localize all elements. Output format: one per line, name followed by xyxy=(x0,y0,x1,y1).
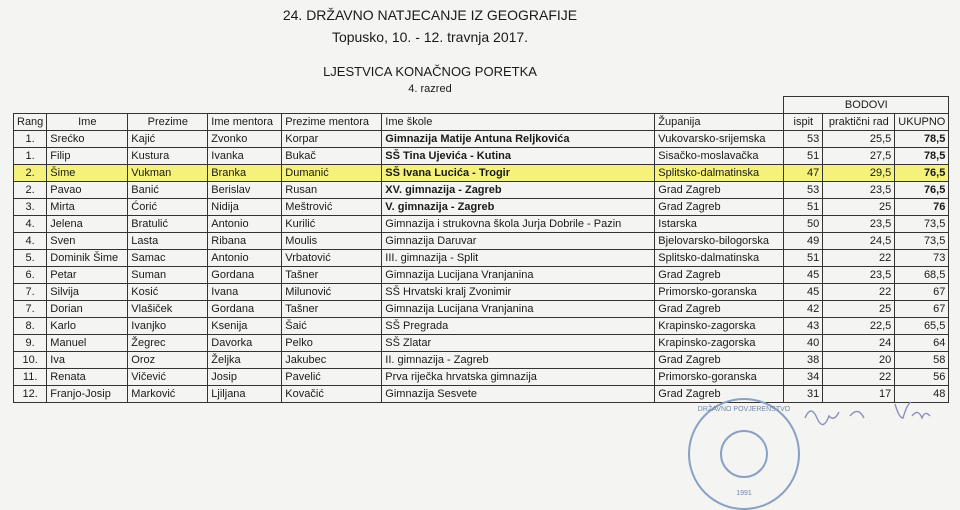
cell-practical-points: 24,5 xyxy=(823,233,895,250)
competition-title: 24. DRŽAVNO NATJECANJE IZ GEOGRAFIJE xyxy=(282,7,578,23)
cell-total-points: 67 xyxy=(895,284,949,301)
cell-practical-points: 20 xyxy=(823,352,895,369)
cell-county: Vukovarsko-srijemska xyxy=(655,131,784,148)
cell-first-name: Manuel xyxy=(47,335,128,352)
cell-school: SŠ Pregrada xyxy=(382,318,655,335)
cell-exam-points: 49 xyxy=(784,233,823,250)
cell-mentor-last-name: Bukač xyxy=(282,148,382,165)
stamp-coat-of-arms xyxy=(720,430,768,478)
table-row xyxy=(14,369,949,386)
cell-mentor-last-name: Kovačić xyxy=(282,386,382,403)
cell-mentor-last-name: Pelko xyxy=(282,335,382,352)
cell-mentor-last-name: Meštrović xyxy=(282,199,382,216)
cell-mentor-last-name: Tašner xyxy=(282,267,382,284)
cell-county: Splitsko-dalmatinska xyxy=(655,165,784,182)
cell-mentor-last-name: Šaić xyxy=(282,318,382,335)
cell-county: Grad Zagreb xyxy=(655,386,784,403)
col-header: UKUPNO xyxy=(895,114,949,131)
cell-school: Prva riječka hrvatska gimnazija xyxy=(382,369,655,386)
cell-mentor-first-name: Josip xyxy=(208,369,282,386)
cell-total-points: 67 xyxy=(895,301,949,318)
cell-exam-points: 51 xyxy=(784,199,823,216)
cell-school: Gimnazija Lucijana Vranjanina xyxy=(382,301,655,318)
col-header: Ime škole xyxy=(382,114,655,131)
table-row xyxy=(14,131,949,148)
cell-practical-points: 23,5 xyxy=(823,182,895,199)
cell-first-name: Sven xyxy=(47,233,128,250)
cell-mentor-first-name: Branka xyxy=(208,165,282,182)
col-header: Prezime mentora xyxy=(282,114,382,131)
col-header: Ime mentora xyxy=(208,114,282,131)
cell-first-name: Dorian xyxy=(47,301,128,318)
cell-mentor-last-name: Korpar xyxy=(282,131,382,148)
table-row xyxy=(14,301,949,318)
cell-last-name: Samac xyxy=(128,250,208,267)
cell-county: Grad Zagreb xyxy=(655,267,784,284)
cell-school: SŠ Hrvatski kralj Zvonimir xyxy=(382,284,655,301)
cell-exam-points: 40 xyxy=(784,335,823,352)
cell-mentor-first-name: Antonio xyxy=(208,216,282,233)
cell-practical-points: 29,5 xyxy=(823,165,895,182)
table-row xyxy=(14,352,949,369)
cell-exam-points: 53 xyxy=(784,131,823,148)
cell-school: V. gimnazija - Zagreb xyxy=(382,199,655,216)
cell-last-name: Vičević xyxy=(128,369,208,386)
cell-mentor-first-name: Ivana xyxy=(208,284,282,301)
table-row xyxy=(14,199,949,216)
cell-school: Gimnazija Sesvete xyxy=(382,386,655,403)
cell-school: Gimnazija i strukovna škola Jurja Dobrile - Pazin xyxy=(382,216,655,233)
cell-first-name: Silvija xyxy=(47,284,128,301)
cell-exam-points: 45 xyxy=(784,284,823,301)
cell-practical-points: 24 xyxy=(823,335,895,352)
cell-exam-points: 31 xyxy=(784,386,823,403)
cell-mentor-last-name: Kurilić xyxy=(282,216,382,233)
cell-county: Krapinsko-zagorska xyxy=(655,335,784,352)
cell-mentor-first-name: Ljiljana xyxy=(208,386,282,403)
cell-first-name: Franjo-Josip xyxy=(47,386,128,403)
table-row xyxy=(14,233,949,250)
cell-total-points: 58 xyxy=(895,352,949,369)
col-header: Prezime xyxy=(128,114,208,131)
cell-county: Grad Zagreb xyxy=(655,352,784,369)
table-row xyxy=(14,216,949,233)
cell-mentor-first-name: Davorka xyxy=(208,335,282,352)
cell-mentor-last-name: Tašner xyxy=(282,301,382,318)
col-header: Županija xyxy=(655,114,784,131)
cell-last-name: Lasta xyxy=(128,233,208,250)
cell-first-name: Filip xyxy=(47,148,128,165)
cell-exam-points: 51 xyxy=(784,148,823,165)
cell-first-name: Šime xyxy=(47,165,128,182)
table-row xyxy=(14,318,949,335)
cell-exam-points: 51 xyxy=(784,250,823,267)
cell-school: II. gimnazija - Zagreb xyxy=(382,352,655,369)
cell-practical-points: 25 xyxy=(823,301,895,318)
cell-first-name: Srećko xyxy=(47,131,128,148)
cell-last-name: Vukman xyxy=(128,165,208,182)
cell-total-points: 68,5 xyxy=(895,267,949,284)
list-title: LJESTVICA KONAČNOG PORETKA xyxy=(323,64,537,79)
cell-rank: 6. xyxy=(14,267,47,284)
col-header: praktični rad xyxy=(823,114,895,131)
cell-rank: 4. xyxy=(14,233,47,250)
cell-county: Grad Zagreb xyxy=(655,301,784,318)
col-header: Rang xyxy=(14,114,47,131)
cell-county: Primorsko-goranska xyxy=(655,369,784,386)
cell-practical-points: 23,5 xyxy=(823,216,895,233)
cell-rank: 7. xyxy=(14,284,47,301)
cell-first-name: Mirta xyxy=(47,199,128,216)
cell-mentor-first-name: Ksenija xyxy=(208,318,282,335)
cell-last-name: Kajić xyxy=(128,131,208,148)
cell-exam-points: 47 xyxy=(784,165,823,182)
stamp-text: DRŽAVNO POVJERENSTVO xyxy=(697,406,791,413)
stamp-year: 1991 xyxy=(736,490,752,497)
cell-last-name: Žegrec xyxy=(128,335,208,352)
cell-rank: 2. xyxy=(14,182,47,199)
cell-last-name: Suman xyxy=(128,267,208,284)
cell-first-name: Pavao xyxy=(47,182,128,199)
cell-total-points: 78,5 xyxy=(895,131,949,148)
cell-rank: 1. xyxy=(14,131,47,148)
cell-rank: 9. xyxy=(14,335,47,352)
cell-county: Primorsko-goranska xyxy=(655,284,784,301)
cell-school: Gimnazija Matije Antuna Reljkovića xyxy=(382,131,655,148)
table-row xyxy=(14,148,949,165)
cell-school: SŠ Tina Ujevića - Kutina xyxy=(382,148,655,165)
cell-mentor-first-name: Zvonko xyxy=(208,131,282,148)
cell-total-points: 76 xyxy=(895,199,949,216)
cell-school: Gimnazija Lucijana Vranjanina xyxy=(382,267,655,284)
cell-total-points: 73,5 xyxy=(895,216,949,233)
cell-last-name: Kosić xyxy=(128,284,208,301)
cell-county: Grad Zagreb xyxy=(655,182,784,199)
cell-school: III. gimnazija - Split xyxy=(382,250,655,267)
cell-rank: 2. xyxy=(14,165,47,182)
cell-practical-points: 17 xyxy=(823,386,895,403)
cell-mentor-last-name: Pavelić xyxy=(282,369,382,386)
cell-county: Bjelovarsko-bilogorska xyxy=(655,233,784,250)
signature xyxy=(800,398,940,428)
cell-county: Sisačko-moslavačka xyxy=(655,148,784,165)
cell-total-points: 64 xyxy=(895,335,949,352)
cell-mentor-first-name: Gordana xyxy=(208,301,282,318)
cell-rank: 10. xyxy=(14,352,47,369)
table-row xyxy=(14,284,949,301)
cell-practical-points: 22 xyxy=(823,369,895,386)
cell-rank: 3. xyxy=(14,199,47,216)
cell-school: Gimnazija Daruvar xyxy=(382,233,655,250)
cell-practical-points: 22 xyxy=(823,284,895,301)
cell-total-points: 56 xyxy=(895,369,949,386)
cell-total-points: 73 xyxy=(895,250,949,267)
cell-school: SŠ Ivana Lucića - Trogir xyxy=(382,165,655,182)
cell-mentor-last-name: Vrbatović xyxy=(282,250,382,267)
cell-total-points: 78,5 xyxy=(895,148,949,165)
cell-county: Istarska xyxy=(655,216,784,233)
results-table xyxy=(13,96,949,403)
cell-last-name: Bratulić xyxy=(128,216,208,233)
cell-rank: 12. xyxy=(14,386,47,403)
place-date: Topusko, 10. - 12. travnja 2017. xyxy=(331,29,529,45)
cell-practical-points: 23,5 xyxy=(823,267,895,284)
cell-school: XV. gimnazija - Zagreb xyxy=(382,182,655,199)
cell-total-points: 76,5 xyxy=(895,182,949,199)
cell-school: SŠ Zlatar xyxy=(382,335,655,352)
table-row xyxy=(14,250,949,267)
cell-mentor-last-name: Jakubec xyxy=(282,352,382,369)
table-row xyxy=(14,165,949,182)
cell-last-name: Oroz xyxy=(128,352,208,369)
cell-mentor-first-name: Berislav xyxy=(208,182,282,199)
cell-last-name: Ćorić xyxy=(128,199,208,216)
cell-rank: 11. xyxy=(14,369,47,386)
cell-first-name: Jelena xyxy=(47,216,128,233)
cell-first-name: Karlo xyxy=(47,318,128,335)
column-header-row xyxy=(14,114,949,131)
cell-county: Splitsko-dalmatinska xyxy=(655,250,784,267)
cell-mentor-last-name: Milunović xyxy=(282,284,382,301)
cell-exam-points: 34 xyxy=(784,369,823,386)
cell-mentor-last-name: Dumanić xyxy=(282,165,382,182)
cell-first-name: Dominik Šime xyxy=(47,250,128,267)
col-header: Ime xyxy=(47,114,128,131)
cell-total-points: 76,5 xyxy=(895,165,949,182)
cell-exam-points: 50 xyxy=(784,216,823,233)
cell-mentor-first-name: Ivanka xyxy=(208,148,282,165)
cell-exam-points: 53 xyxy=(784,182,823,199)
cell-rank: 7. xyxy=(14,301,47,318)
cell-practical-points: 22 xyxy=(823,250,895,267)
cell-total-points: 48 xyxy=(895,386,949,403)
group-header-row xyxy=(14,97,949,114)
cell-practical-points: 25,5 xyxy=(823,131,895,148)
cell-mentor-last-name: Rusan xyxy=(282,182,382,199)
cell-practical-points: 22,5 xyxy=(823,318,895,335)
cell-last-name: Banić xyxy=(128,182,208,199)
table-row xyxy=(14,267,949,284)
cell-first-name: Renata xyxy=(47,369,128,386)
cell-practical-points: 27,5 xyxy=(823,148,895,165)
cell-mentor-first-name: Željka xyxy=(208,352,282,369)
grade-label: 4. razred xyxy=(408,83,452,95)
cell-practical-points: 25 xyxy=(823,199,895,216)
cell-total-points: 65,5 xyxy=(895,318,949,335)
cell-mentor-last-name: Moulis xyxy=(282,233,382,250)
cell-mentor-first-name: Ribana xyxy=(208,233,282,250)
cell-exam-points: 45 xyxy=(784,267,823,284)
cell-rank: 4. xyxy=(14,216,47,233)
cell-last-name: Vlašiček xyxy=(128,301,208,318)
cell-total-points: 73,5 xyxy=(895,233,949,250)
cell-exam-points: 43 xyxy=(784,318,823,335)
cell-first-name: Petar xyxy=(47,267,128,284)
cell-mentor-first-name: Antonio xyxy=(208,250,282,267)
col-header: ispit xyxy=(784,114,823,131)
cell-first-name: Iva xyxy=(47,352,128,369)
bodovi-header: BODOVI xyxy=(784,97,949,114)
table-row xyxy=(14,182,949,199)
cell-last-name: Marković xyxy=(128,386,208,403)
cell-rank: 8. xyxy=(14,318,47,335)
cell-mentor-first-name: Nidija xyxy=(208,199,282,216)
cell-last-name: Kustura xyxy=(128,148,208,165)
cell-exam-points: 42 xyxy=(784,301,823,318)
cell-rank: 1. xyxy=(14,148,47,165)
official-stamp xyxy=(688,398,800,510)
cell-rank: 5. xyxy=(14,250,47,267)
table-row xyxy=(14,335,949,352)
cell-mentor-first-name: Gordana xyxy=(208,267,282,284)
cell-last-name: Ivanjko xyxy=(128,318,208,335)
cell-county: Krapinsko-zagorska xyxy=(655,318,784,335)
cell-exam-points: 38 xyxy=(784,352,823,369)
cell-county: Grad Zagreb xyxy=(655,199,784,216)
